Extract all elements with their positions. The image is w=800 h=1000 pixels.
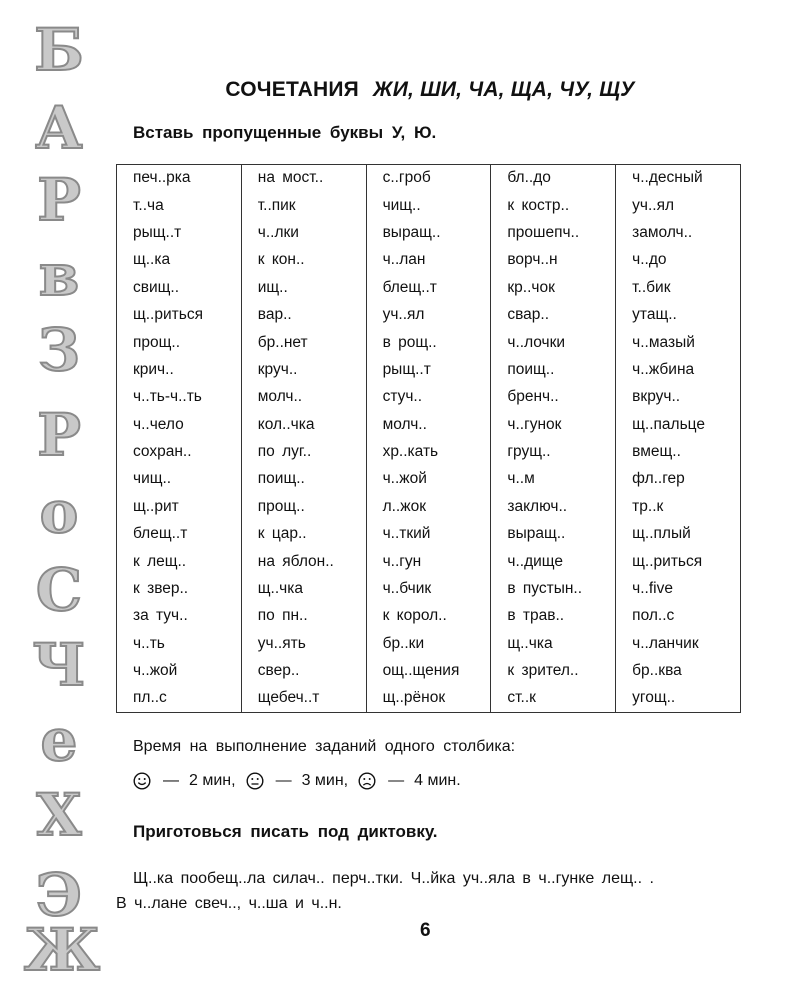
dictation-title: Приготовься писать под диктовку. (133, 822, 438, 841)
word-cell: ворч..н (491, 247, 616, 274)
word-cell: сохран.. (117, 438, 242, 465)
decorative-letter: о (39, 478, 79, 546)
table-row (117, 466, 741, 493)
decorative-letter: З (38, 316, 80, 384)
word-cell: свар.. (491, 301, 616, 328)
table-row (117, 384, 741, 411)
word-cell: щ..риться (117, 301, 242, 328)
dictation-line: В ч..лане свеч.., ч..ша и ч..н. (116, 895, 342, 912)
word-cell: пол..с (616, 603, 741, 630)
word-cell: ч..десный (616, 165, 741, 192)
word-cell: на яблон.. (241, 548, 366, 575)
word-cell: свищ.. (117, 274, 242, 301)
word-cell: щ..пальце (616, 411, 741, 438)
word-cell: пл..с (117, 685, 242, 712)
word-cell: ищ.. (241, 274, 366, 301)
word-cell: щ..рёнок (366, 685, 491, 712)
word-cell: крич.. (117, 356, 242, 383)
table-row (117, 192, 741, 219)
title-combo: ЧУ, (559, 78, 594, 101)
word-cell: утащ.. (616, 301, 741, 328)
word-cell: грущ.. (491, 438, 616, 465)
word-cell: ч..ткий (366, 521, 491, 548)
word-cell: поищ.. (241, 466, 366, 493)
dash: — (275, 772, 292, 789)
decorative-letter: А (35, 94, 83, 162)
word-cell: ч..жой (117, 658, 242, 685)
table-row (117, 247, 741, 274)
table-row (117, 411, 741, 438)
word-cell: блещ..т (366, 274, 491, 301)
word-cell: л..жок (366, 493, 491, 520)
word-cell: кол..чка (241, 411, 366, 438)
table-row (117, 630, 741, 657)
decorative-letter: в (38, 241, 80, 309)
word-cell: прощ.. (241, 493, 366, 520)
word-cell: ч..лки (241, 219, 366, 246)
word-cell: ч..мазый (616, 329, 741, 356)
word-cell: угощ.. (616, 685, 741, 712)
word-cell: уч..ять (241, 630, 366, 657)
word-cell: круч.. (241, 356, 366, 383)
table-row (117, 274, 741, 301)
word-cell: щ..плый (616, 521, 741, 548)
word-cell: щ..чка (241, 575, 366, 602)
word-cell: к звер.. (117, 575, 242, 602)
time-item (246, 772, 349, 790)
page-number: 6 (420, 920, 431, 941)
neutral-face-icon (246, 772, 264, 790)
word-cell: ч..м (491, 466, 616, 493)
title-combo: ЩА, (510, 78, 554, 101)
word-cell: чищ.. (366, 192, 491, 219)
word-cell: щ..чка (491, 630, 616, 657)
word-cell: к зрител.. (491, 658, 616, 685)
word-cell: т..бик (616, 274, 741, 301)
word-cell: бр..ки (366, 630, 491, 657)
word-cell: ч..дище (491, 548, 616, 575)
word-cell: бр..ква (616, 658, 741, 685)
word-cell: уч..ял (366, 301, 491, 328)
word-cell: выращ.. (366, 219, 491, 246)
word-cell: бр..нет (241, 329, 366, 356)
word-cell: молч.. (241, 384, 366, 411)
word-cell: блещ..т (117, 521, 242, 548)
decorative-letter: Ж (24, 916, 101, 984)
word-cell: бренч.. (491, 384, 616, 411)
word-cell: на мост.. (241, 165, 366, 192)
word-cell: замолч.. (616, 219, 741, 246)
word-cell: ощ..щения (366, 658, 491, 685)
word-cell: в пустын.. (491, 575, 616, 602)
word-cell: молч.. (366, 411, 491, 438)
word-cell: печ..рка (117, 165, 242, 192)
table-row (117, 219, 741, 246)
table-row (117, 685, 741, 712)
word-cell: уч..ял (616, 192, 741, 219)
table-row (117, 329, 741, 356)
word-cell: вмещ.. (616, 438, 741, 465)
decorative-letter: Х (36, 781, 82, 849)
word-cell: ч..чело (117, 411, 242, 438)
word-cell: фл..гер (616, 466, 741, 493)
title-lead: СОЧЕТАНИЯ (225, 78, 359, 101)
title-combo: ЩУ (599, 78, 635, 101)
word-cell: выращ.. (491, 521, 616, 548)
title-combo: ЧА, (468, 78, 505, 101)
table-row (117, 165, 741, 192)
decorative-letter: Р (37, 166, 81, 234)
table-row (117, 548, 741, 575)
word-cell: ч..лан (366, 247, 491, 274)
time-value: 3 мин, (301, 772, 349, 789)
page-title (0, 78, 800, 102)
word-cell: ч..ть (117, 630, 242, 657)
word-cell: рыщ..т (117, 219, 242, 246)
table-row (117, 438, 741, 465)
decorative-letter: Э (35, 861, 83, 929)
table-row (117, 658, 741, 685)
word-cell: к кон.. (241, 247, 366, 274)
word-cell: чищ.. (117, 466, 242, 493)
dash: — (163, 772, 179, 789)
word-cell: щ..ка (117, 247, 242, 274)
word-cell: вкруч.. (616, 384, 741, 411)
word-cell: ч..ланчик (616, 630, 741, 657)
word-cell: тр..к (616, 493, 741, 520)
sad-face-icon (358, 772, 376, 790)
word-cell: к корол.. (366, 603, 491, 630)
word-cell: к цар.. (241, 521, 366, 548)
word-cell: ч..лочки (491, 329, 616, 356)
task-instruction: Вставь пропущенные буквы У, Ю. (133, 123, 437, 142)
time-item (358, 772, 461, 790)
word-cell: ч..гунок (491, 411, 616, 438)
word-cell: ст..к (491, 685, 616, 712)
word-cell: щ..риться (616, 548, 741, 575)
table-row (117, 356, 741, 383)
word-cell: щ..рит (117, 493, 242, 520)
title-combo: ШИ, (420, 78, 463, 101)
word-cell: прощ.. (117, 329, 242, 356)
time-item (133, 772, 236, 790)
table-row (117, 603, 741, 630)
word-cell: поищ.. (491, 356, 616, 383)
word-table (116, 164, 741, 713)
word-cell: вар.. (241, 301, 366, 328)
happy-face-icon (133, 772, 151, 790)
table-row (117, 493, 741, 520)
time-value: 2 мин, (189, 772, 236, 789)
word-cell: рыщ..т (366, 356, 491, 383)
word-cell: ч..бчик (366, 575, 491, 602)
dictation-text (116, 866, 746, 916)
word-cell: т..пик (241, 192, 366, 219)
word-cell: прошепч.. (491, 219, 616, 246)
word-cell: по луг.. (241, 438, 366, 465)
time-label: Время на выполнение заданий одного столбика: (133, 738, 516, 755)
decorative-letter: Б (34, 16, 84, 84)
table-row (117, 301, 741, 328)
dictation-line: Щ..ка пообещ..ла силач.. перч..тки. Ч..йка уч..яла в ч..гунке лещ.. . (133, 870, 654, 887)
word-cell: ч..гун (366, 548, 491, 575)
word-cell: заключ.. (491, 493, 616, 520)
decorative-letter: Р (37, 401, 81, 469)
word-cell: щебеч..т (241, 685, 366, 712)
word-cell: свер.. (241, 658, 366, 685)
word-cell: ч..ть-ч..ть (117, 384, 242, 411)
word-cell: с..гроб (366, 165, 491, 192)
decorative-letter: е (40, 706, 78, 774)
time-legend (133, 772, 471, 790)
word-cell: за туч.. (117, 603, 242, 630)
word-cell: стуч.. (366, 384, 491, 411)
word-cell: по пн.. (241, 603, 366, 630)
word-cell: хр..кать (366, 438, 491, 465)
table-row (117, 521, 741, 548)
word-cell: ч..до (616, 247, 741, 274)
word-cell: кр..чок (491, 274, 616, 301)
word-cell: ч..жбина (616, 356, 741, 383)
word-cell: ч..жой (366, 466, 491, 493)
decorative-letter: Ч (32, 631, 86, 699)
word-cell: к костр.. (491, 192, 616, 219)
word-cell: ч..five (616, 575, 741, 602)
word-cell: в рощ.. (366, 329, 491, 356)
table-row (117, 575, 741, 602)
word-cell: бл..до (491, 165, 616, 192)
dash: — (388, 772, 405, 789)
time-value: 4 мин. (414, 772, 461, 789)
word-cell: т..ча (117, 192, 242, 219)
title-combo: ЖИ, (373, 78, 415, 101)
word-cell: в трав.. (491, 603, 616, 630)
decorative-letter: С (35, 556, 83, 624)
word-cell: к лещ.. (117, 548, 242, 575)
